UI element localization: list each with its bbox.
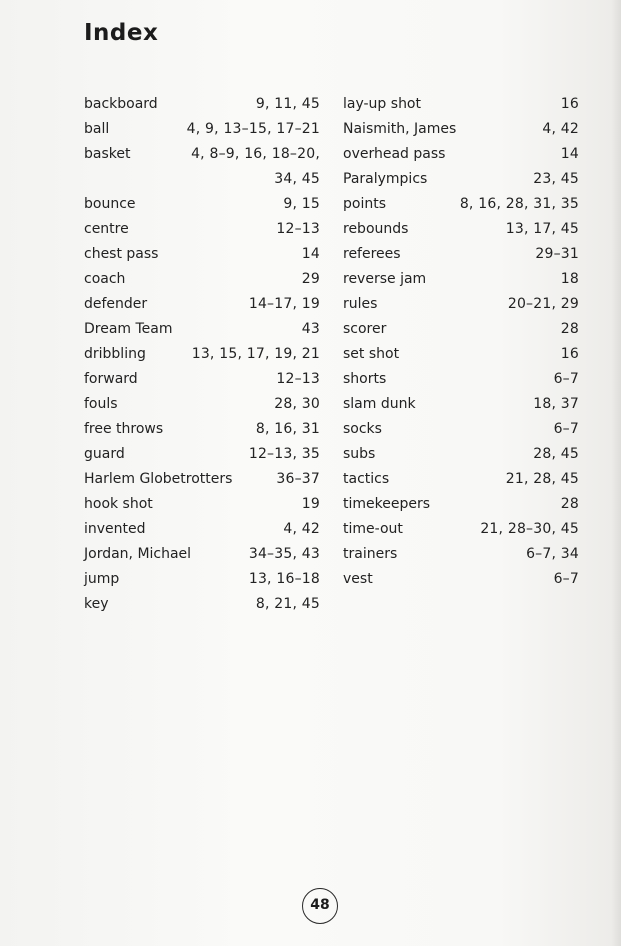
index-entry bbox=[343, 117, 579, 142]
index-page-refs: 8, 16, 28, 31, 35 bbox=[459, 196, 579, 212]
index-page-refs: 34, 45 bbox=[274, 171, 320, 187]
index-entry bbox=[343, 92, 579, 117]
page-number-badge: 48 bbox=[302, 888, 338, 924]
index-page-refs: 6–7 bbox=[553, 371, 579, 387]
index-term: slam dunk bbox=[343, 396, 416, 412]
index-entry bbox=[343, 517, 579, 542]
index-entry bbox=[343, 542, 579, 567]
index-entry bbox=[84, 517, 320, 542]
page-title: Index bbox=[84, 20, 159, 46]
index-entry bbox=[84, 292, 320, 317]
index-page-refs: 16 bbox=[560, 96, 579, 112]
index-entry bbox=[84, 342, 320, 367]
index-entry bbox=[84, 92, 320, 117]
index-entry bbox=[343, 417, 579, 442]
index-entry bbox=[343, 242, 579, 267]
index-page-refs: 20–21, 29 bbox=[507, 296, 579, 312]
index-term: reverse jam bbox=[343, 271, 427, 287]
index-term: socks bbox=[343, 421, 382, 437]
index-term: fouls bbox=[84, 396, 118, 412]
index-term: points bbox=[343, 196, 386, 212]
index-page-refs: 14–17, 19 bbox=[248, 296, 320, 312]
index-page-refs: 29–31 bbox=[535, 246, 579, 262]
index-entry bbox=[84, 367, 320, 392]
index-term: guard bbox=[84, 446, 125, 462]
index-entry bbox=[343, 142, 579, 167]
index-entry bbox=[84, 217, 320, 242]
index-term: Harlem Globetrotters bbox=[84, 471, 233, 487]
index-term: Jordan, Michael bbox=[84, 546, 192, 562]
index-term: trainers bbox=[343, 546, 398, 562]
index-entry bbox=[84, 192, 320, 217]
index-term: centre bbox=[84, 221, 129, 237]
index-page-refs: 6–7 bbox=[553, 421, 579, 437]
index-entry bbox=[84, 592, 320, 617]
index-term: Dream Team bbox=[84, 321, 173, 337]
index-term: backboard bbox=[84, 96, 158, 112]
index-page-refs: 18, 37 bbox=[533, 396, 579, 412]
index-term: chest pass bbox=[84, 246, 159, 262]
index-entry bbox=[343, 367, 579, 392]
index-term: tactics bbox=[343, 471, 390, 487]
index-entry bbox=[84, 467, 320, 492]
index-page-refs: 6–7, 34 bbox=[526, 546, 579, 562]
index-term: Paralympics bbox=[343, 171, 428, 187]
index-entry bbox=[84, 442, 320, 467]
index-page-refs: 8, 21, 45 bbox=[255, 596, 320, 612]
index-entry bbox=[84, 317, 320, 342]
index-page-refs: 43 bbox=[301, 321, 320, 337]
index-page-refs: 4, 42 bbox=[542, 121, 579, 137]
index-page-refs: 12–13 bbox=[276, 221, 320, 237]
index-page-refs: 4, 9, 13–15, 17–21 bbox=[186, 121, 320, 137]
index-term: subs bbox=[343, 446, 376, 462]
index-page-refs: 13, 16–18 bbox=[248, 571, 320, 587]
index-term: basket bbox=[84, 146, 131, 162]
index-page-refs: 16 bbox=[560, 346, 579, 362]
index-term: ball bbox=[84, 121, 110, 137]
index-entry bbox=[84, 392, 320, 417]
index-page-refs: 34–35, 43 bbox=[248, 546, 320, 562]
index-page-refs: 23, 45 bbox=[533, 171, 579, 187]
index-page-refs: 4, 8–9, 16, 18–20, bbox=[191, 146, 320, 162]
index-entry bbox=[343, 192, 579, 217]
index-entry bbox=[343, 167, 579, 192]
index-entry bbox=[343, 292, 579, 317]
index-entry bbox=[84, 567, 320, 592]
index-term: lay-up shot bbox=[343, 96, 421, 112]
index-term: jump bbox=[84, 571, 120, 587]
index-entry bbox=[343, 442, 579, 467]
index-term: invented bbox=[84, 521, 146, 537]
index-entry bbox=[84, 117, 320, 142]
index-term: rules bbox=[343, 296, 378, 312]
index-term: free throws bbox=[84, 421, 164, 437]
index-page-refs: 9, 15 bbox=[283, 196, 320, 212]
index-page-refs: 29 bbox=[301, 271, 320, 287]
index-term: time-out bbox=[343, 521, 403, 537]
index-entry bbox=[84, 542, 320, 567]
index-page-refs: 18 bbox=[560, 271, 579, 287]
index-page-refs: 36–37 bbox=[276, 471, 320, 487]
index-term: forward bbox=[84, 371, 138, 387]
index-term: shorts bbox=[343, 371, 387, 387]
index-entry bbox=[343, 267, 579, 292]
index-page-refs: 14 bbox=[560, 146, 579, 162]
index-entry bbox=[343, 217, 579, 242]
index-page-refs: 28 bbox=[560, 321, 579, 337]
index-entry bbox=[343, 342, 579, 367]
index-entry bbox=[343, 567, 579, 592]
index-page-refs: 12–13, 35 bbox=[248, 446, 320, 462]
index-entry bbox=[343, 492, 579, 517]
index-page-refs: 9, 11, 45 bbox=[255, 96, 320, 112]
index-term: vest bbox=[343, 571, 373, 587]
index-page-refs: 21, 28–30, 45 bbox=[480, 521, 579, 537]
index-term: set shot bbox=[343, 346, 400, 362]
index-term: rebounds bbox=[343, 221, 409, 237]
index-term: hook shot bbox=[84, 496, 153, 512]
index-term: overhead pass bbox=[343, 146, 446, 162]
index-entry bbox=[84, 417, 320, 442]
index-page-refs: 28 bbox=[560, 496, 579, 512]
page-edge-shadow bbox=[611, 0, 621, 946]
index-page-refs: 8, 16, 31 bbox=[255, 421, 320, 437]
index-term: Naismith, James bbox=[343, 121, 457, 137]
index-page-refs: 14 bbox=[301, 246, 320, 262]
index-page-refs: 13, 15, 17, 19, 21 bbox=[191, 346, 320, 362]
index-page-refs: 28, 45 bbox=[533, 446, 579, 462]
index-entry bbox=[84, 492, 320, 517]
index-term: bounce bbox=[84, 196, 136, 212]
index-page-refs: 6–7 bbox=[553, 571, 579, 587]
index-term: key bbox=[84, 596, 109, 612]
index-page-refs: 19 bbox=[301, 496, 320, 512]
index-entry bbox=[84, 242, 320, 267]
index-entry bbox=[84, 142, 320, 167]
index-entry bbox=[343, 317, 579, 342]
index-entry bbox=[84, 167, 320, 192]
index-page-refs: 21, 28, 45 bbox=[505, 471, 579, 487]
index-term: coach bbox=[84, 271, 126, 287]
index-page-refs: 13, 17, 45 bbox=[505, 221, 579, 237]
index-page-refs: 4, 42 bbox=[283, 521, 320, 537]
index-entry bbox=[343, 467, 579, 492]
index-entry bbox=[84, 267, 320, 292]
index-term: timekeepers bbox=[343, 496, 431, 512]
index-term: scorer bbox=[343, 321, 387, 337]
index-page-refs: 28, 30 bbox=[274, 396, 320, 412]
index-term: referees bbox=[343, 246, 401, 262]
index-entry bbox=[343, 392, 579, 417]
index-page-refs: 12–13 bbox=[276, 371, 320, 387]
index-term: defender bbox=[84, 296, 148, 312]
index-term: dribbling bbox=[84, 346, 146, 362]
